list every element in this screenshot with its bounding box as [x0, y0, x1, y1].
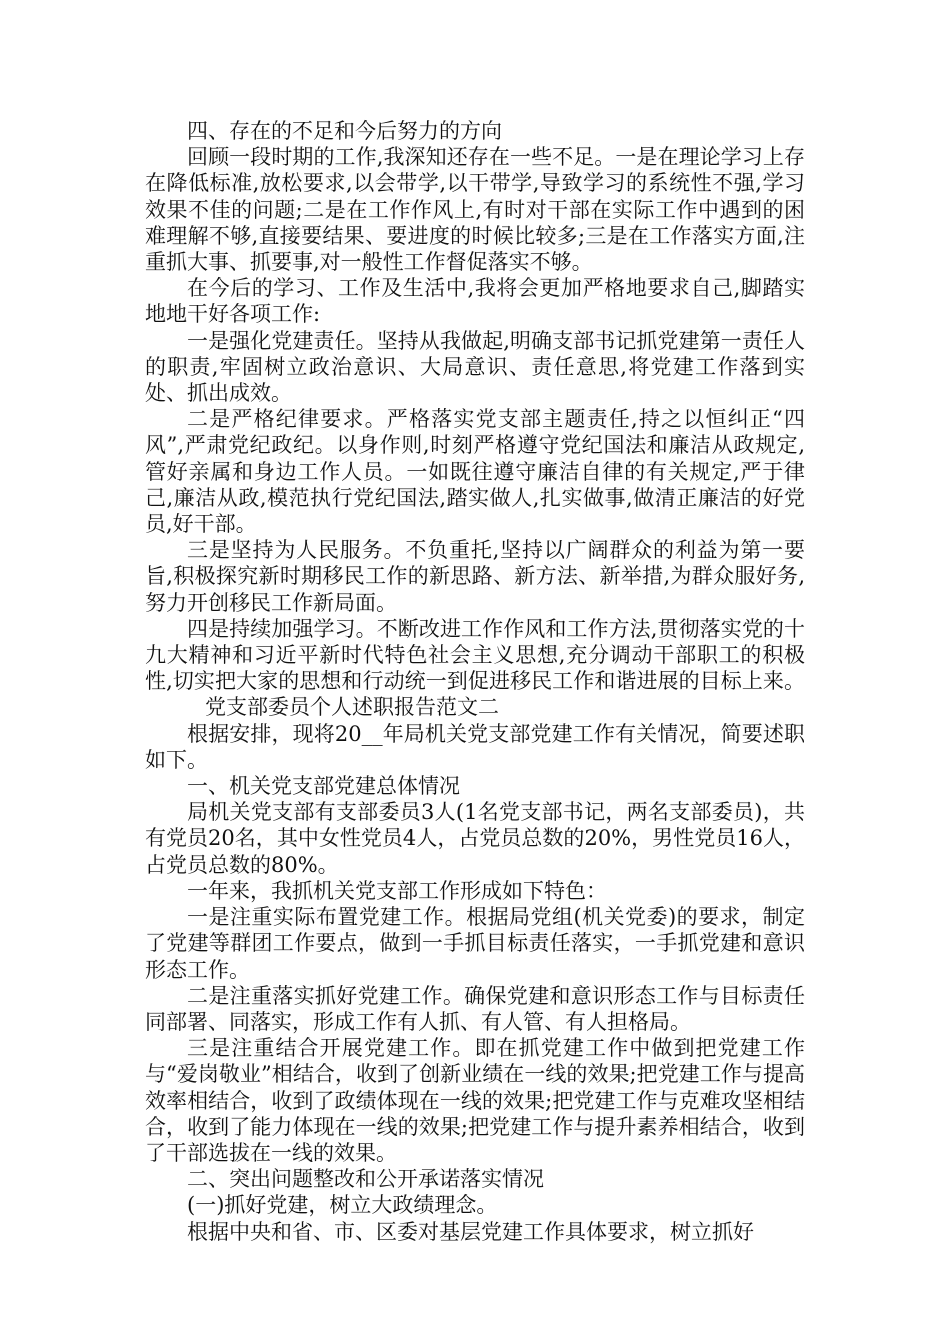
paragraph-feature-two: 二是注重落实抓好党建工作。确保党建和意识形态工作与目标责任同部署、同落实，形成工作有人抓、有人管、有人担格局。	[145, 983, 805, 1034]
document-body	[145, 118, 805, 1245]
paragraph-future: 在今后的学习、工作及生活中,我将会更加严格地要求自己,脚踏实地地干好各项工作:	[145, 276, 805, 327]
paragraph-feature-one: 一是注重实际布置党建工作。根据局党组(机关党委)的要求，制定了党建等群团工作要点，做到一手抓目标责任落实，一手抓党建和意识形态工作。	[145, 905, 805, 982]
paragraph-party-responsibility: 一是强化党建责任。坚持从我做起,明确支部书记抓党建第一责任人的职责,牢固树立政治意识、大局意识、责任意思,将党建工作落到实处、抓出成效。	[145, 328, 805, 406]
section-heading-overview: 一、机关党支部党建总体情况	[187, 774, 460, 799]
report-title-two: 党支部委员个人述职报告范文二	[205, 695, 499, 720]
paragraph-central-requirements: 根据中央和省、市、区委对基层党建工作具体要求，树立抓好	[187, 1219, 754, 1244]
section-heading-shortcomings: 四、存在的不足和今后努力的方向	[187, 119, 502, 143]
section-heading-rectification: 二、突出问题整改和公开承诺落实情况	[187, 1167, 544, 1192]
paragraph-review: 回顾一段时期的工作,我深知还存在一些不足。一是在理论学习上存在降低标准,放松要求,以会带学,以干带学,导致学习的系统性不强,学习效果不佳的问题;二是在工作作风上,有时对干部在实际工作中遇到的困难理解不够,直接要结果、要进度的时候比较多;三是在工作落实方面,注重抓大事、抓要事,对一般性工作督促落实不够。	[145, 145, 805, 275]
paragraph-discipline: 二是严格纪律要求。严格落实党支部主题责任,持之以恒纠正“四风”,严肃党纪政纪。以身作则,时刻严格遵守党纪国法和廉洁从政规定,管好亲属和身边工作人员。一如既往遵守廉洁自律的有关规定,严于律己,廉洁从政,模范执行党纪国法,踏实做人,扎实做事,做清正廉洁的好党员,好干部。	[145, 407, 805, 537]
subsection-heading-one: (一)抓好党建，树立大政绩理念。	[187, 1193, 498, 1218]
paragraph-features-intro: 一年来，我抓机关党支部工作形成如下特色：	[187, 878, 607, 903]
paragraph-feature-three: 三是注重结合开展党建工作。即在抓党建工作中做到把党建工作与“爱岗敬业”相结合，收到了创新业绩在一线的效果;把党建工作与提高效率相结合，收到了政绩体现在一线的效果;把党建工作与克难攻坚相结合，收到了能力体现在一线的效果;把党建工作与提升素养相结合，收到了干部选拔在一线的效果。	[145, 1036, 805, 1165]
paragraph-members: 局机关党支部有支部委员3人(1名党支部书记，两名支部委员)，共有党员20名，其中女性党员4人，占党员总数的20%，男性党员16人，占党员总数的80%。	[145, 800, 805, 877]
paragraph-arrangement: 根据安排，现将20__年局机关党支部党建工作有关情况，简要述职如下。	[145, 721, 805, 772]
paragraph-serve-people: 三是坚持为人民服务。不负重托,坚持以广阔群众的利益为第一要旨,积极探究新时期移民工作的新思路、新方法、新举措,为群众服好务,努力开创移民工作新局面。	[145, 538, 805, 615]
paragraph-study	[145, 616, 805, 721]
paragraph-study-text: 四是持续加强学习。不断改进工作作风和工作方法,贯彻落实党的十九大精神和习近平新时代特色社会主义思想,充分调动干部职工的积极性,切实把大家的思想和行动统一到促进移民工作和谐进展的目标上来。	[145, 616, 805, 694]
